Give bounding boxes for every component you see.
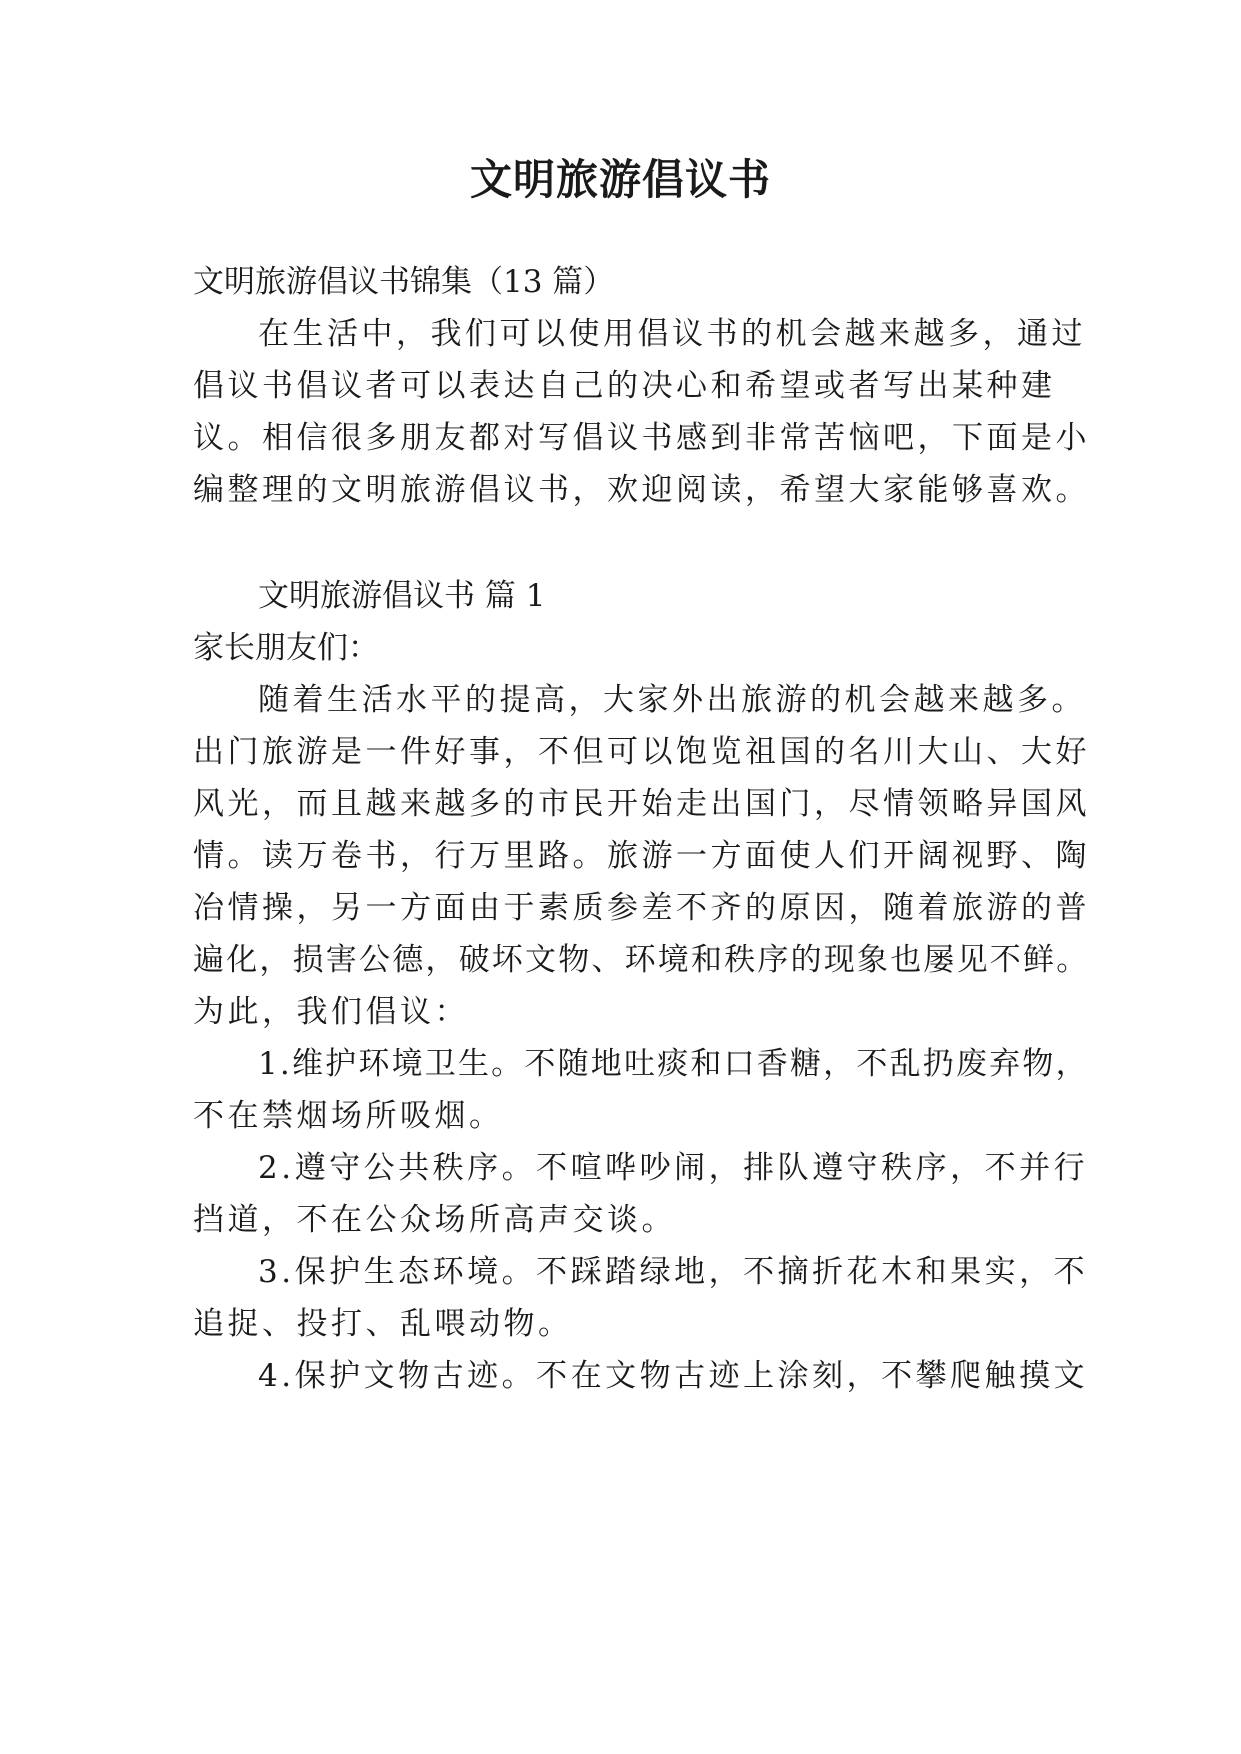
proposal-item-3-cont: 追捉、投打、乱喂动物。	[193, 1306, 573, 1342]
proposal-item-3: 3.保护生态环境。不踩踏绿地，不摘折花木和果实，不	[258, 1254, 1089, 1290]
body-line: 出门旅游是一件好事，不但可以饱览祖国的名川大山、大好	[193, 734, 1090, 770]
body-line: 随着生活水平的提高，大家外出旅游的机会越来越多。	[258, 682, 1086, 718]
body-line: 风光，而且越来越多的市民开始走出国门，尽情领略异国风	[193, 786, 1090, 822]
salutation: 家长朋友们：	[193, 630, 379, 666]
proposal-item-1: 1.维护环境卫生。不随地吐痰和口香糖，不乱扔废弃物，	[258, 1046, 1089, 1082]
collection-heading: 文明旅游倡议书锦集（13 篇）	[193, 264, 615, 300]
body-line: 遍化，损害公德，破坏文物、环境和秩序的现象也屡见不鲜。	[193, 942, 1090, 978]
proposal-item-2: 2.遵守公共秩序。不喧哗吵闹，排队遵守秩序，不并行	[258, 1150, 1089, 1186]
intro-line: 编整理的文明旅游倡议书，欢迎阅读，希望大家能够喜欢。	[193, 472, 1090, 508]
intro-line: 在生活中，我们可以使用倡议书的机会越来越多，通过	[258, 316, 1086, 352]
document-title: 文明旅游倡议书	[469, 155, 771, 204]
section-heading: 文明旅游倡议书 篇 1	[258, 578, 546, 614]
proposal-item-1-cont: 不在禁烟场所吸烟。	[193, 1098, 504, 1134]
body-line: 为此，我们倡议：	[193, 994, 469, 1030]
body-line: 情。读万卷书，行万里路。旅游一方面使人们开阔视野、陶	[193, 838, 1090, 874]
proposal-item-2-cont: 挡道，不在公众场所高声交谈。	[193, 1202, 676, 1238]
proposal-item-4: 4.保护文物古迹。不在文物古迹上涂刻，不攀爬触摸文	[258, 1358, 1089, 1394]
body-line: 冶情操，另一方面由于素质参差不齐的原因，随着旅游的普	[193, 890, 1090, 926]
intro-line: 议。相信很多朋友都对写倡议书感到非常苦恼吧，下面是小	[193, 420, 1090, 456]
intro-line: 倡议书倡议者可以表达自己的决心和希望或者写出某种建	[193, 368, 1056, 404]
